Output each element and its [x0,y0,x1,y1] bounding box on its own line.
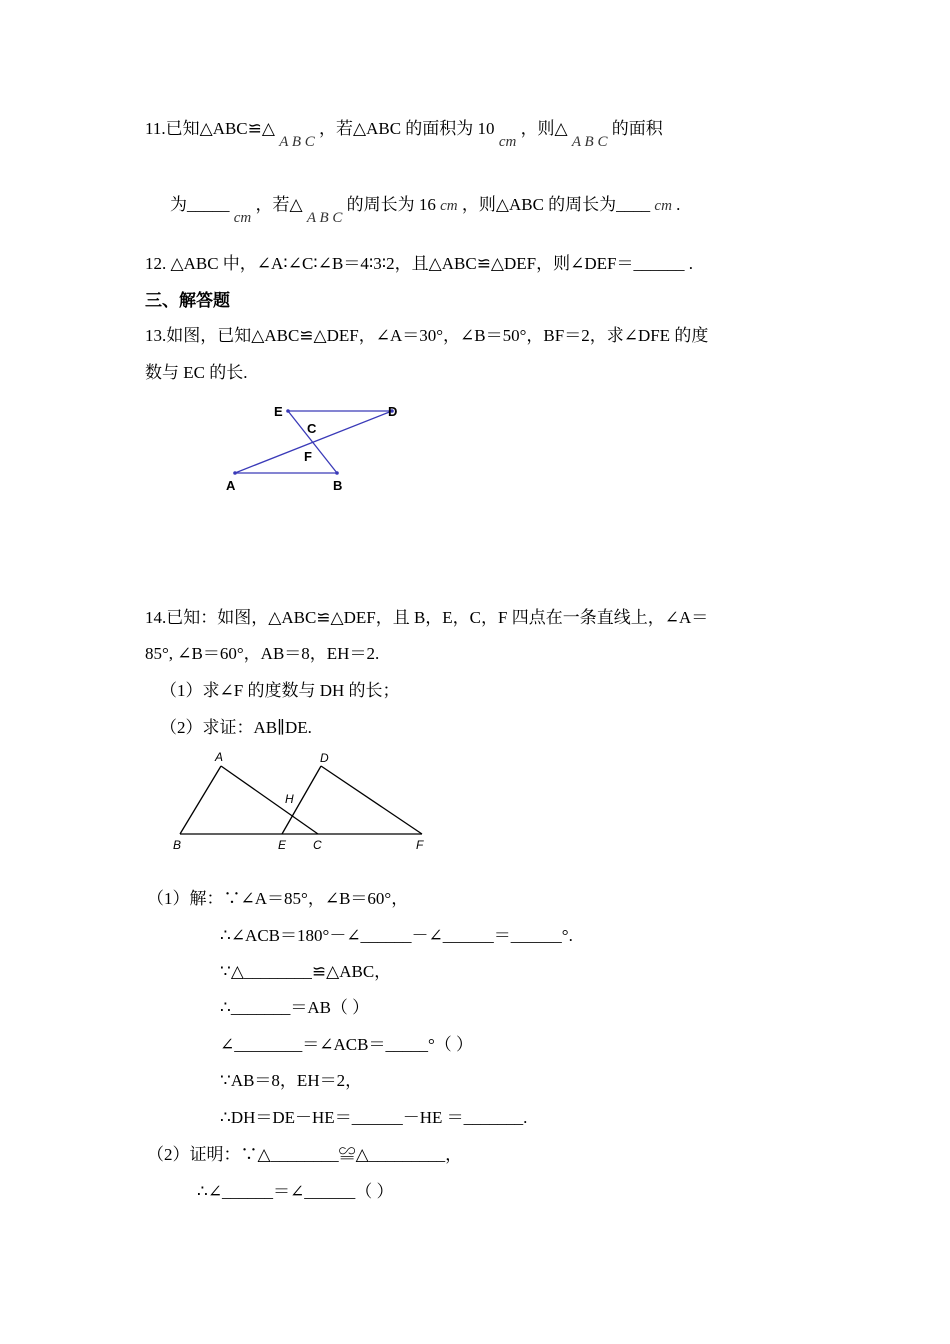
q11-text: ，则△ABC 的周长为____ [461,195,651,214]
label-D: D [388,404,398,419]
q11-text: . [676,195,681,214]
q12-text: 12. △ABC 中，∠A∶∠C∶∠B＝4∶3∶2，且△ABC≌△DEF，则∠DEF＝______ . [145,254,693,273]
proof-line1: （2）证明：∵△________≌△_________， [147,1145,463,1164]
q14-line2: 85°, ∠B＝60°，AB＝8，EH＝2. [145,644,380,663]
label-E: E [274,404,283,419]
solution-line7: ∴DH＝DE－HE＝______－HE ＝_______. [220,1108,528,1127]
solution-line6: ∵AB＝8，EH＝2， [220,1071,363,1090]
q11-text: 的面积 [611,119,663,138]
label-A: A [215,750,224,764]
label-D: D [320,751,329,765]
label-E: E [278,838,287,852]
label-H: H [285,792,294,806]
label-C: C [313,838,322,852]
q11-blank: 为_____ [170,195,230,214]
q13-line2: 数与 EC 的长. [145,363,248,382]
q11-abc-prime: A B C [571,134,608,150]
q11-text: ，若△ABC 的面积为 10 [319,119,495,138]
label-F: F [304,449,312,464]
solution-line3: ∵△________≌△ABC， [220,962,392,981]
segment-AC [221,766,318,834]
q11-line2 [170,194,681,226]
q11-text: 11.已知△ABC≌△ [145,119,275,138]
q13-figure [220,395,420,500]
solution-line2: ∴∠ACB＝180°－∠______－∠______＝______°. [220,926,573,945]
q11-unit: cm [498,134,517,150]
proof-line2: ∴∠______＝∠______（ ） [197,1182,394,1201]
q11-abc-prime: A B C [306,210,343,226]
q14-part1: （1）求∠F 的度数与 DH 的长； [160,681,400,700]
segment-DF [321,766,422,834]
q11-text: ，则△ [520,119,568,138]
q11-unit: cm [654,198,672,214]
segment-BA [180,766,221,834]
solution-line4: ∴_______＝AB（ ） [220,998,370,1017]
label-F: F [416,838,424,852]
q11-unit: cm [440,198,458,214]
q11-abc-prime: A B C [279,134,315,150]
q14-figure [165,745,445,860]
q11-unit: cm [233,210,252,226]
q13-line1: 13.如图，已知△ABC≌△DEF，∠A＝30°，∠B＝50°，BF＝2，求∠DFE 的度 [145,326,709,345]
q14-part2: （2）求证：AB∥DE. [160,718,312,737]
label-C: C [307,421,317,436]
solution-line5: ∠________＝∠ACB＝_____°（ ） [220,1035,473,1054]
q14-line1: 14.已知：如图，△ABC≌△DEF，且 B，E，C，F 四点在一条直线上，∠A＝ [145,608,709,627]
q11-text: ，若△ [255,195,303,214]
q11-line1 [145,118,663,150]
q11-text: 的周长为 16 [346,195,436,214]
section-heading: 三、解答题 [145,291,230,310]
label-B: B [333,478,343,493]
label-A: A [226,478,236,493]
label-B: B [173,838,182,852]
solution-line1: （1）解：∵∠A＝85°，∠B＝60°， [147,889,409,908]
